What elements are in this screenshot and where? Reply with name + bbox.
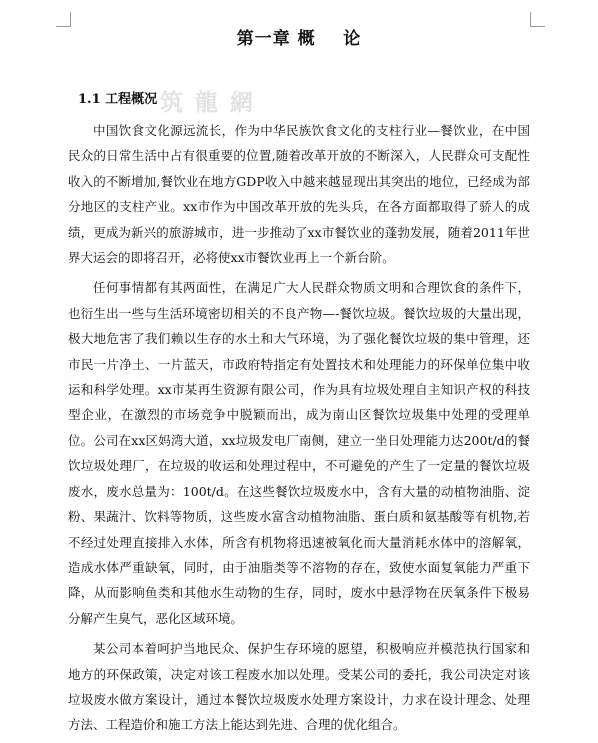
paragraph-3: 某公司本着呵护当地民众、保护生存环境的愿望，积极响应并模范执行国家和地方的环保政策，决定对该工程废水加以处理。受某公司的委托，我公司决定对该垃圾废水做方案设计，通过本餐饮垃圾废水处理方案设计，力求在设计理念、处理方法、工程造价和施工方法上能达到先进、合理的优化组合。 (68, 641, 530, 733)
body-text (68, 118, 530, 743)
section-heading: 1.1 工程概况 (78, 92, 158, 107)
watermark: 筑 龍 網 (160, 89, 256, 116)
paragraph-1: 中国饮食文化源远流长，作为中华民族饮食文化的支柱行业—餐饮业，在中国民众的日常生活中占有很重要的位置,随着改革开放的不断深入，人民群众可支配性收入的不断增加,餐饮业在地方GDP收入中越来越显现出其突出的地位，已经成为部分地区的支柱产业。xx市作为中国改革开放的先头兵，在各方面都取得了骄人的成绩，更成为新兴的旅游城市，进一步推动了xx市餐饮业的蓬勃发展，随着2011年世界大运会的即将召开，必将使xx市餐饮业再上一个新台阶。 (68, 123, 530, 266)
chapter-title: 第一章 概 论 (236, 29, 362, 49)
paragraph-2: 任何事情都有其两面性，在满足广大人民群众物质文明和合理饮食的条件下，也衍生出一些与生活环境密切相关的不良产物—-餐饮垃圾。餐饮垃圾的大量出现，极大地危害了我们赖以生存的水土和大气环境，为了强化餐饮垃圾的集中管理，还市民一片净土、一片蓝天，市政府特指定有处置技术和处理能力的环保单位集中收运和科学处理。xx市某再生资源有限公司，作为具有垃圾处理自主知识产权的科技型企业，在激烈的市场竞争中脱颖而出，成为南山区餐饮垃圾集中处理的受理单位。公司在xx区妈湾大道，xx垃圾发电厂南侧，建立一坐日处理能力达200t/d的餐饮垃圾处理厂，在垃圾的收运和处理过程中，不可避免的产生了一定量的餐饮垃圾废水，废水总量为：100t/d。在这些餐饮垃圾废水中，含有大量的动植物油脂、淀粉、果蔬汁、饮料等物质，这些废水富含动植物油脂、蛋白质和氨基酸等有机物,若不经过处理直接排入水体，所含有机物将迅速被氧化而大量消耗水体中的溶解氧，造成水体严重缺氧，同时，由于油脂类等不溶物的存在，致使水面复氧能力严重下降，从而影响鱼类和其他水生动物的生存，同时，废水中悬浮物在厌氧条件下极易分解产生臭气，恶化区域环境。 (68, 280, 530, 626)
